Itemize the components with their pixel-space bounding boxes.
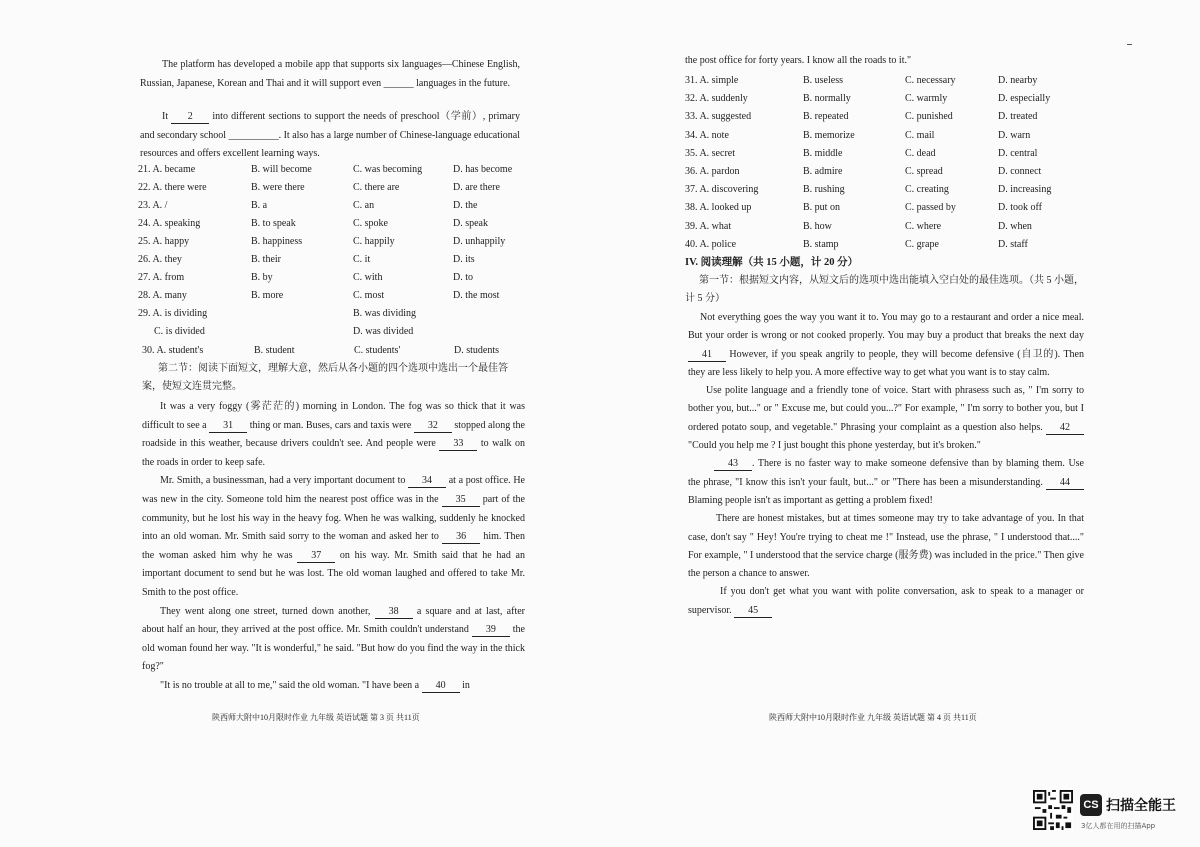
option-b: B. how xyxy=(803,220,832,232)
option-a: 27. A. from xyxy=(138,272,185,283)
option-b: B. happiness xyxy=(251,236,303,247)
intro-paragraph-2: It 2 into different sections to support the needs of preschool（学前）, primary and secondary school __________. It also has a large number of Chinese-language educational resources and offers excellent learning ways. xyxy=(140,111,520,159)
blank-41: 41 xyxy=(688,348,726,362)
option-b: B. by xyxy=(251,272,273,283)
option-a: 33. A. suggested xyxy=(685,111,752,123)
reading-paragraph-3: 43 . There is no faster way to make someone defensive than by blaming them. Use the phrase, "I know this isn't your fault, but..." or "There has been a misunderstanding. 44 Blaming people isn't as important as getting a problem fixed! xyxy=(688,458,1084,506)
choices-31-40 xyxy=(685,72,1085,254)
passage-paragraph-4: "It is no trouble at all to me," said the old woman. "I have been a 40 in xyxy=(160,679,470,691)
option-c: C. most xyxy=(353,290,385,301)
question-row xyxy=(685,218,1085,236)
option-d: D. to xyxy=(453,272,473,283)
option-a: 38. A. looked up xyxy=(685,202,752,214)
blank-39: 39 xyxy=(472,623,510,637)
camscanner-logo: CS xyxy=(1080,794,1102,816)
option-d: D. increasing xyxy=(998,184,1052,196)
section-2-instructions: 第二节：阅读下面短文，理解大意，然后从各小题的四个选项中选出一个最佳答案，使短文连贯完整。 xyxy=(142,363,508,392)
option-d: D. especially xyxy=(998,93,1051,105)
camscanner-brand: 扫描全能王 xyxy=(1106,798,1176,814)
option-a: 21. A. became xyxy=(138,164,196,175)
reading-paragraph-1: Not everything goes the way you want it to. You may go to a restaurant and order a nice meal. But your order is wrong or not cooked properly. You may buy a product that breaks the next day 41 However, if you speak angrily to people, they will become defensive (自卫的). Then they are less likely to help you. A more effective way to get what you want is to stay calm. xyxy=(688,312,1084,378)
reading-passage xyxy=(688,309,1084,620)
option-b: B. were there xyxy=(251,182,305,193)
option-b: B. to speak xyxy=(251,218,296,229)
question-row xyxy=(685,108,1085,126)
question-row xyxy=(685,72,1085,90)
right-page xyxy=(600,0,1200,847)
option-a: 25. A. happy xyxy=(138,236,190,247)
blank-37: 37 xyxy=(297,549,335,563)
option-a: 22. A. there were xyxy=(138,182,207,193)
blank-32: 32 xyxy=(414,419,452,433)
option-a: 24. A. speaking xyxy=(138,218,201,229)
qr-code-icon xyxy=(1033,790,1073,830)
choices-21-28 xyxy=(138,161,528,305)
option-d: D. its xyxy=(453,254,475,265)
option-c: C. it xyxy=(353,254,371,265)
option-c: C. spread xyxy=(905,165,943,177)
page-footer-right: 陕西师大附中10月限时作业 九年级 英语试题 第 4 页 共11页 xyxy=(769,713,977,722)
question-row xyxy=(138,179,528,197)
question-row xyxy=(138,215,528,233)
choice-30: 30. A. student's B. student C. students' D. students xyxy=(142,345,499,356)
option-b: B. useless xyxy=(803,75,843,86)
option-c: C. grape xyxy=(905,238,939,250)
question-row xyxy=(685,127,1085,145)
option-d: D. are there xyxy=(453,182,500,193)
option-a: 31. A. simple xyxy=(685,75,739,86)
option-c: C. punished xyxy=(905,111,953,123)
option-d: D. unhappily xyxy=(453,236,506,247)
blank-33: 33 xyxy=(439,437,477,451)
option-b: B. repeated xyxy=(803,111,849,123)
option-c: C. passed by xyxy=(905,202,956,214)
question-row xyxy=(138,233,528,251)
option-c: C. creating xyxy=(905,184,949,196)
question-row xyxy=(685,236,1085,254)
option-d: D. the most xyxy=(453,290,500,301)
option-c: C. spoke xyxy=(353,218,388,229)
passage-paragraph-2: Mr. Smith, a businessman, had a very important document to 34 at a post office. He was new in the city. Someone told him the nearest post office was in the 35 part of the community, but he lost his way in the heavy fog. When he was walking, suddenly he knocked into an old woman. Mr. Smith said sorry to the woman and asked her to 36 him. Then the woman asked him why he was 37 on his way. Mr. Smith said that he had an important document to send but he was lost. The old woman laughed and offered to take Mr. Smith to the post office. xyxy=(142,475,525,598)
option-b: B. middle xyxy=(803,147,843,159)
intro-paragraph-1: The platform has developed a mobile app that supports six languages—Chinese English, Russian, Japanese, Korean and Thai and it will support even ______ languages in the future. xyxy=(140,59,520,89)
passage-paragraph-1: It was a very foggy (雾茫茫的) morning in London. The fog was so thick that it was difficult to see a 31 thing or man. Buses, cars and taxis were 32 stopped along the roadside in this weather, because drivers couldn't see. And people were 33 to walk on the roads in order to keep safe. xyxy=(142,401,525,468)
option-a: 28. A. many xyxy=(138,290,187,301)
option-b: B. rushing xyxy=(803,184,845,196)
option-b: B. stamp xyxy=(803,238,839,250)
option-b: B. admire xyxy=(803,165,843,177)
option-c: C. mail xyxy=(905,129,935,141)
option-d: D. connect xyxy=(998,165,1042,177)
option-a: 32. A. suddenly xyxy=(685,93,748,105)
option-c: C. necessary xyxy=(905,75,956,86)
option-d: D. the xyxy=(453,200,478,211)
choice-29: 29. A. is dividing B. was dividing C. is divided D. was divided xyxy=(138,308,417,337)
option-b: B. will become xyxy=(251,164,312,175)
question-row xyxy=(685,145,1085,163)
passage-continuation: the post office for forty years. I know all the roads to it." xyxy=(685,55,912,66)
reading-paragraph-2: Use polite language and a friendly tone of voice. Start with phrasess such as, " I'm sorry to bother you, but..." or " Excuse me, but could you...?" For example, " I'm sorry to bother you, but I ordered potato soup, and vegetable." Phrasing your complaint as a question also helps. 42 "Could you help me ? I just bought this phone yesterday, but it's broken." xyxy=(688,385,1084,452)
scan-mark xyxy=(1127,44,1132,45)
option-c: C. was becoming xyxy=(353,164,423,175)
option-b: B. put on xyxy=(803,202,840,214)
option-a: 37. A. discovering xyxy=(685,184,759,196)
option-d: D. staff xyxy=(998,238,1028,250)
section-iv-heading: IV. 阅读理解（共 15 小题，计 20 分） xyxy=(685,257,859,268)
option-d: D. central xyxy=(998,147,1038,159)
blank-45: 45 xyxy=(734,604,772,618)
option-b: B. normally xyxy=(803,93,851,105)
blank-42: 42 xyxy=(1046,421,1084,435)
option-d: D. treated xyxy=(998,111,1038,123)
question-row xyxy=(138,269,528,287)
option-b: B. memorize xyxy=(803,129,855,141)
camscanner-slogan: 3亿人都在用的扫描App xyxy=(1081,822,1156,830)
option-d: D. speak xyxy=(453,218,488,229)
option-d: D. when xyxy=(998,220,1032,232)
blank-44: 44 xyxy=(1046,476,1084,490)
option-c: C. dead xyxy=(905,147,936,159)
blank-35: 35 xyxy=(442,493,480,507)
option-a: 34. A. note xyxy=(685,129,729,141)
question-row xyxy=(138,161,528,179)
page-footer-left: 陕西师大附中10月限时作业 九年级 英语试题 第 3 页 共11页 xyxy=(212,713,420,722)
question-row xyxy=(685,199,1085,217)
blank-38: 38 xyxy=(375,605,413,619)
section-iv-instructions: 第一节：根据短文内容，从短文后的选项中选出能填入空白处的最佳选项。（共 5 小题，计 5 分） xyxy=(685,275,1084,304)
option-d: D. took off xyxy=(998,202,1042,214)
reading-paragraph-4: There are honest mistakes, but at times someone may try to take advantage of you. In that case, don't say " Hey! You're trying to cheat me !" Instead, use the phrase, " I understood that...." For example, " I understood that the service charge (服务费) was included in the price." Then give the person a chance to answer. xyxy=(688,513,1084,580)
question-row xyxy=(138,287,528,305)
reading-paragraph-5: If you don't get what you want with polite conversation, ask to speak to a manager or supervisor. 45 xyxy=(688,586,1084,616)
blank-43: 43 xyxy=(714,457,752,471)
option-d: D. nearby xyxy=(998,75,1038,86)
blank-34: 34 xyxy=(408,474,446,488)
cloze-passage xyxy=(142,398,525,696)
option-d: D. has become xyxy=(453,164,513,175)
option-b: B. a xyxy=(251,200,268,211)
option-c: C. there are xyxy=(353,182,400,193)
option-a: 23. A. / xyxy=(138,200,168,211)
blank-40: 40 xyxy=(422,679,460,693)
blank-31: 31 xyxy=(209,419,247,433)
option-a: 26. A. they xyxy=(138,254,182,265)
option-c: C. happily xyxy=(353,236,395,247)
option-a: 39. A. what xyxy=(685,220,732,232)
option-a: 35. A. secret xyxy=(685,147,735,159)
blank-36: 36 xyxy=(442,530,480,544)
question-row xyxy=(685,90,1085,108)
option-c: C. an xyxy=(353,200,375,211)
passage-paragraph-3: They went along one street, turned down another, 38 a square and at last, after about half an hour, they arrived at the post office. Mr. Smith couldn't understand 39 the old woman found her way. "It is wonderful," he said. "But how do you find the way in the thick fog?" xyxy=(142,605,525,673)
option-a: 36. A. pardon xyxy=(685,165,740,177)
option-b: B. more xyxy=(251,290,284,301)
blank-2: 2 xyxy=(171,110,209,124)
question-row xyxy=(138,251,528,269)
question-row xyxy=(685,181,1085,199)
option-c: C. warmly xyxy=(905,93,948,105)
option-b: B. their xyxy=(251,254,281,265)
option-c: C. with xyxy=(353,272,383,283)
option-d: D. warn xyxy=(998,129,1031,141)
option-a: 40. A. police xyxy=(685,238,737,250)
question-row xyxy=(685,163,1085,181)
question-row xyxy=(138,197,528,215)
option-c: C. where xyxy=(905,220,942,232)
